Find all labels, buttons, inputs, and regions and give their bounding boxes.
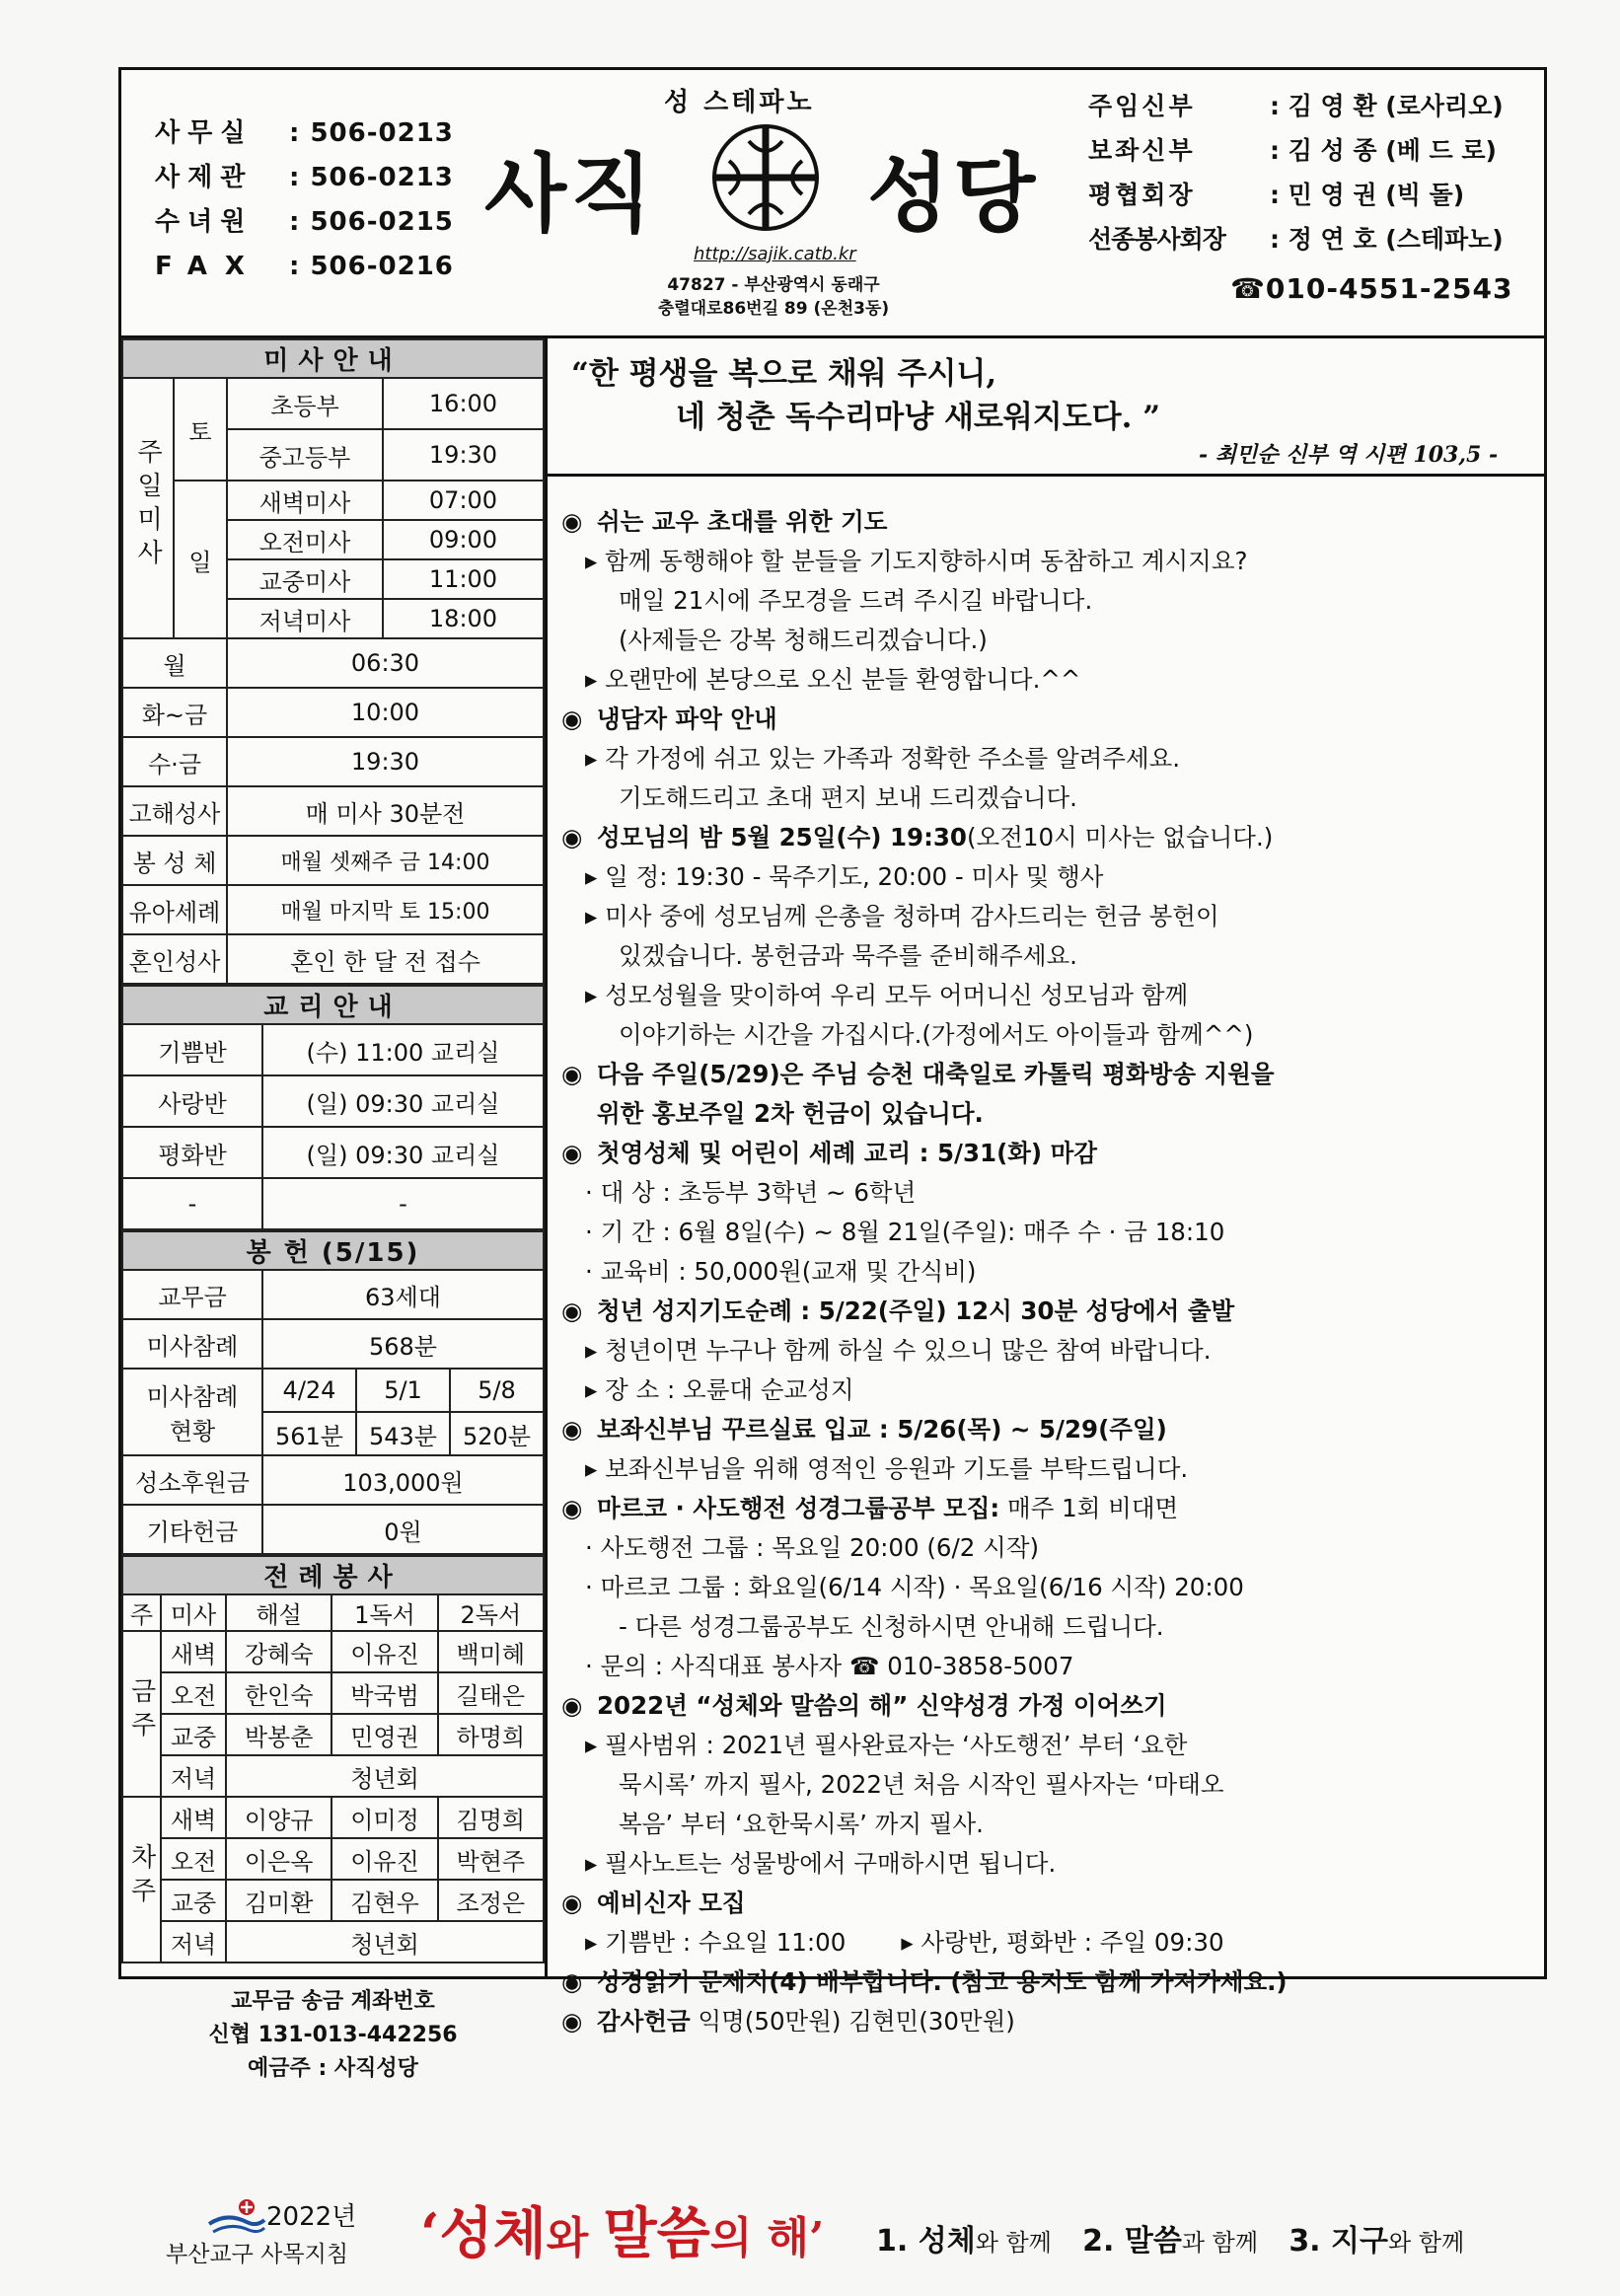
bullet-icon: ◉ [561, 1494, 583, 1522]
liturgy-person: 박봉춘 [226, 1714, 331, 1755]
class-time: (수) 11:00 교리실 [262, 1024, 544, 1075]
staff-pastor: 주임신부 : 김 영 환 (로사리오) [1088, 92, 1504, 120]
parish-name-left: 사직 [484, 144, 657, 244]
staff-phone: ☎010-4551-2543 [1230, 272, 1513, 305]
cross-logo-icon [709, 121, 822, 234]
sacrament-time: 혼인 한 달 전 접수 [227, 934, 544, 984]
header [121, 70, 1544, 338]
announcement-line: · 대 상 : 초등부 3학년 ~ 6학년 [585, 1178, 917, 1207]
announcement-line: 기도해드리고 초대 편지 보내 드리겠습니다. [619, 783, 1077, 812]
bullet-icon: ◉ [561, 1889, 583, 1917]
announcement-title: ◉ 2022년 “성체와 말씀의 해” 신약성경 가정 이어쓰기 [561, 1686, 1538, 1726]
liturgy-mass: 새벽 [161, 1797, 226, 1838]
attendance-date: 5/1 [356, 1369, 450, 1412]
class-name: 기쁨반 [122, 1024, 262, 1075]
weekday-time: 06:30 [227, 638, 544, 688]
announcement-line: - 다른 성경그룹공부도 신청하시면 안내해 드립니다. [619, 1612, 1164, 1641]
liturgy-person: 박국범 [331, 1672, 437, 1714]
liturgy-mass: 저녁 [161, 1755, 226, 1797]
announcement-title: ◉ 감사헌금 익명(50만원) 김현민(30만원) [561, 2002, 1538, 2041]
bullet-icon: ◉ [561, 704, 583, 733]
announcement-line: ▸ 일 정: 19:30 - 묵주기도, 20:00 - 미사 및 행사 [585, 862, 1104, 891]
weekday-time: 19:30 [227, 737, 544, 786]
liturgy-section-title: 전례봉사 [122, 1556, 544, 1594]
attendance-count: 561분 [262, 1412, 356, 1455]
liturgy-header: 해설 [226, 1594, 331, 1631]
sacrament-time: 매 미사 30분전 [227, 786, 544, 836]
liturgy-person: 이미정 [331, 1797, 437, 1838]
offering-value: 568분 [262, 1319, 544, 1369]
announcement-line: · 교육비 : 50,000원(교재 및 간식비) [585, 1257, 977, 1286]
liturgy-person: 한인숙 [226, 1672, 331, 1714]
announcement-title: ◉ 쉬는 교우 초대를 위한 기도 [561, 502, 1538, 542]
weekday-name: 월 [122, 638, 227, 688]
scripture-quote [548, 338, 1544, 477]
mass-schedule-table [121, 338, 545, 985]
mass-time: 19:30 [383, 429, 544, 481]
attendance-date: 4/24 [262, 1369, 356, 1412]
announcement-line: ▸ 오랜만에 본당으로 오신 분들 환영합니다.^^ [585, 665, 1081, 694]
mass-time: 18:00 [383, 599, 544, 638]
contact-fax: FAX : 506-0216 [155, 252, 454, 281]
announcement-line: · 마르코 그룹 : 화요일(6/14 시작) · 목요일(6/16 시작) 20:00 [585, 1573, 1244, 1601]
offering-section-title: 봉 헌 (5/15) [122, 1231, 544, 1270]
announcement-line: (사제들은 강복 청해드리겠습니다.) [619, 626, 988, 654]
offering-label: 교무금 [122, 1270, 262, 1319]
mass-section-title: 미사안내 [122, 339, 544, 378]
staff-list [1088, 84, 1504, 261]
liturgy-person: 민영권 [331, 1714, 437, 1755]
sacrament-time: 매월 셋째주 금 14:00 [227, 836, 544, 885]
announcement-line: ▸ 보좌신부님을 위해 영적인 응원과 기도를 부탁드립니다. [585, 1454, 1189, 1483]
this-week-label: 금주 [122, 1631, 161, 1797]
contact-list [155, 111, 454, 289]
announcements [561, 502, 1538, 2041]
announcement-line: · 사도행전 그룹 : 목요일 20:00 (6/2 시작) [585, 1533, 1040, 1562]
announcement-title: ◉ 마르코 · 사도행전 성경그룹공부 모집: 매주 1회 비대면 [561, 1489, 1538, 1528]
announcement-line: ▸ 함께 동행해야 할 분들을 기도지향하시며 동참하고 계시지요? [585, 547, 1248, 575]
parish-address: 47827 - 부산광역시 동래구 충렬대로86번길 89 (온천3동) [657, 275, 890, 319]
liturgy-header: 1독서 [331, 1594, 437, 1631]
class-name: 평화반 [122, 1127, 262, 1178]
sunday-label: 일 [174, 481, 227, 638]
liturgy-person: 이유진 [331, 1631, 437, 1672]
announcement-line: · 기 간 : 6월 8일(수) ~ 8월 21일(주일): 매주 수 · 금 18:10 [585, 1218, 1225, 1246]
bullet-icon: ◉ [561, 1415, 583, 1444]
announcement-title: ◉ 첫영성체 및 어린이 세례 교리 : 5/31(화) 마감 [561, 1134, 1538, 1173]
sunday-mass-label: 주일미사 [122, 378, 174, 638]
mass-name: 초등부 [227, 378, 383, 429]
staff-assistant: 보좌신부 : 김 성 종 (베 드 로) [1088, 136, 1497, 165]
mass-time: 11:00 [383, 559, 544, 599]
right-column [548, 338, 1544, 2036]
bullet-icon: ◉ [561, 823, 583, 852]
bullet-icon: ◉ [561, 1691, 583, 1720]
announcement-line: ▸ 미사 중에 성모님께 은총을 청하며 감사드리는 헌금 봉헌이 [585, 902, 1219, 930]
liturgy-person: 길태은 [438, 1672, 544, 1714]
liturgy-person: 박현주 [438, 1838, 544, 1880]
bullet-icon: ◉ [561, 1296, 583, 1325]
weekday-time: 10:00 [227, 688, 544, 737]
attendance-date: 5/8 [450, 1369, 544, 1412]
offering-table [121, 1230, 545, 1555]
staff-funeral: 선종봉사회장 : 정 연 호 (스테파노) [1088, 225, 1504, 254]
liturgy-person: 이은옥 [226, 1838, 331, 1880]
announcement-line: ▸ 장 소 : 오륜대 순교성지 [585, 1375, 854, 1404]
offering-value: 0원 [262, 1505, 544, 1554]
offering-label: 성소후원금 [122, 1455, 262, 1505]
announcement-line: ▸ 기쁨반 : 수요일 11:00 ▸ 사랑반, 평화반 : 주일 09:30 [585, 1928, 1224, 1957]
sacrament-name: 고해성사 [122, 786, 227, 836]
liturgy-person: 하명희 [438, 1714, 544, 1755]
offering-label: 미사참례 [122, 1319, 262, 1369]
bullet-icon: ◉ [561, 2007, 583, 2036]
weekday-name: 수·금 [122, 737, 227, 786]
class-time: - [262, 1178, 544, 1229]
attendance-count: 543분 [356, 1412, 450, 1455]
liturgy-header: 주 [122, 1594, 161, 1631]
attendance-count: 520분 [450, 1412, 544, 1455]
liturgy-mass: 저녁 [161, 1921, 226, 1963]
mass-name: 저녁미사 [227, 599, 383, 638]
class-time: (일) 09:30 교리실 [262, 1075, 544, 1127]
announcement-title: ◉ 예비신자 모집 [561, 1884, 1538, 1923]
mass-name: 새벽미사 [227, 481, 383, 520]
announcement-line: ▸ 청년이면 누구나 함께 하실 수 있으니 많은 참여 바랍니다. [585, 1336, 1212, 1365]
next-week-label: 차주 [122, 1797, 161, 1963]
left-column [121, 338, 548, 2081]
liturgy-group: 청년회 [226, 1921, 544, 1963]
footer [0, 2177, 1620, 2296]
sacrament-name: 유아세례 [122, 885, 227, 934]
class-time: (일) 09:30 교리실 [262, 1127, 544, 1178]
announcement-line: 있겠습니다. 봉헌금과 묵주를 준비해주세요. [619, 941, 1077, 970]
weekday-name: 화~금 [122, 688, 227, 737]
announcement-line: ▸ 필사범위 : 2021년 필사완료자는 ‘사도행전’ 부터 ‘요한 [585, 1731, 1188, 1759]
bullet-icon: ◉ [561, 1139, 583, 1167]
saturday-label: 토 [174, 378, 227, 481]
announcement-line: ▸ 성모성월을 맞이하여 우리 모두 어머니신 성모님과 함께 [585, 981, 1189, 1009]
diocese-logo-icon [207, 2198, 266, 2238]
attendance-status-label: 미사참례 현황 [122, 1369, 262, 1455]
mass-name: 중고등부 [227, 429, 383, 481]
bullet-icon: ◉ [561, 1060, 583, 1088]
catechism-section-title: 교리안내 [122, 986, 544, 1024]
bullet-icon: ◉ [561, 1967, 583, 1996]
staff-council: 평협회장 : 민 영 권 (빅 돌) [1088, 181, 1465, 209]
mass-name: 교중미사 [227, 559, 383, 599]
class-name: - [122, 1178, 262, 1229]
parish-name-right: 성당 [867, 144, 1040, 244]
liturgy-person: 김명희 [438, 1797, 544, 1838]
mass-time: 07:00 [383, 481, 544, 520]
parish-website-link[interactable]: http://sajik.catb.kr [694, 244, 856, 264]
liturgy-person: 강혜숙 [226, 1631, 331, 1672]
sacrament-name: 혼인성사 [122, 934, 227, 984]
announcement-line: 이야기하는 시간을 가집시다.(가정에서도 아이들과 함께^^) [619, 1020, 1254, 1049]
liturgy-person: 김미환 [226, 1880, 331, 1921]
footer-theme-title: ‘성체와 말씀의 해’ [420, 2201, 825, 2266]
liturgy-header: 미사 [161, 1594, 226, 1631]
offering-label: 기타헌금 [122, 1505, 262, 1554]
contact-office: 사무실 : 506-0213 [155, 118, 454, 148]
announcement-title: ◉ 냉담자 파악 안내 [561, 700, 1538, 739]
quote-line: “한 평생을 복으로 채워 주시니, [571, 356, 997, 392]
liturgy-table [121, 1555, 545, 1963]
catechism-table [121, 985, 545, 1230]
mass-time: 16:00 [383, 378, 544, 429]
mass-name: 오전미사 [227, 520, 383, 559]
announcement-title-cont: 위한 홍보주일 2차 헌금이 있습니다. [597, 1099, 984, 1128]
class-name: 사랑반 [122, 1075, 262, 1127]
sacrament-time: 매월 마지막 토 15:00 [227, 885, 544, 934]
bulletin-frame [118, 67, 1547, 2081]
liturgy-group: 청년회 [226, 1755, 544, 1797]
announcement-title: ◉ 보좌신부님 꾸르실료 입교 : 5/26(목) ~ 5/29(주일) [561, 1410, 1538, 1449]
announcement-line: ▸ 각 가정에 쉬고 있는 가족과 정확한 주소를 알려주세요. [585, 744, 1181, 773]
announcement-line: ▸ 필사노트는 성물방에서 구매하시면 됩니다. [585, 1849, 1057, 1878]
contact-rectory: 사제관 : 506-0213 [155, 163, 454, 192]
announcement-line: 복음’ 부터 ‘요한묵시록’ 까지 필사. [619, 1810, 984, 1838]
footer-year: 2022년 [266, 2202, 357, 2232]
offering-value: 103,000원 [262, 1455, 544, 1505]
footer-org: 부산교구 사목지침 [166, 2242, 349, 2267]
announcement-line: · 문의 : 사직대표 봉사자 ☎ 010-3858-5007 [585, 1652, 1074, 1680]
liturgy-mass: 오전 [161, 1838, 226, 1880]
announcement-title: ◉ 성경읽기 문제지(4) 배부합니다. (참고 용지도 함께 가져가세요.) [561, 1963, 1538, 2002]
sacrament-name: 봉 성 체 [122, 836, 227, 885]
announcement-title: ◉ 다음 주일(5/29)은 주님 승천 대축일로 카톨릭 평화방송 지원을 [561, 1055, 1538, 1094]
mass-time: 09:00 [383, 520, 544, 559]
quote-line: 네 청춘 독수리마냥 새로워지도다. ” [676, 400, 1161, 435]
liturgy-mass: 교중 [161, 1880, 226, 1921]
announcement-line: 묵시록’ 까지 필사, 2022년 처음 시작인 필사자는 ‘마태오 [619, 1770, 1224, 1799]
bullet-icon: ◉ [561, 507, 583, 536]
announcement-title: ◉ 성모님의 밤 5월 25일(수) 19:30(오전10시 미사는 없습니다.) [561, 818, 1538, 857]
quote-source: - 최민순 신부 역 시편 103,5 - [1199, 442, 1499, 468]
footer-theme-items: 1. 성체와 함께 2. 말씀과 함께 3. 지구와 함께 [876, 2224, 1465, 2259]
liturgy-mass: 교중 [161, 1714, 226, 1755]
liturgy-person: 김현우 [331, 1880, 437, 1921]
contact-convent: 수녀원 : 506-0215 [155, 207, 454, 237]
parish-patron: 성 스테파노 [664, 88, 815, 117]
liturgy-person: 이유진 [331, 1838, 437, 1880]
announcement-line: 매일 21시에 주모경을 드려 주시길 바랍니다. [619, 586, 1093, 615]
liturgy-header: 2독서 [438, 1594, 544, 1631]
account-info: 교무금 송금 계좌번호 신협 131-013-442256 예금주 : 사직성당 [208, 1989, 458, 2081]
offering-value: 63세대 [262, 1270, 544, 1319]
liturgy-mass: 오전 [161, 1672, 226, 1714]
liturgy-person: 이양규 [226, 1797, 331, 1838]
announcement-title: ◉ 청년 성지기도순례 : 5/22(주일) 12시 30분 성당에서 출발 [561, 1292, 1538, 1331]
liturgy-person: 조정은 [438, 1880, 544, 1921]
liturgy-person: 백미혜 [438, 1631, 544, 1672]
liturgy-mass: 새벽 [161, 1631, 226, 1672]
